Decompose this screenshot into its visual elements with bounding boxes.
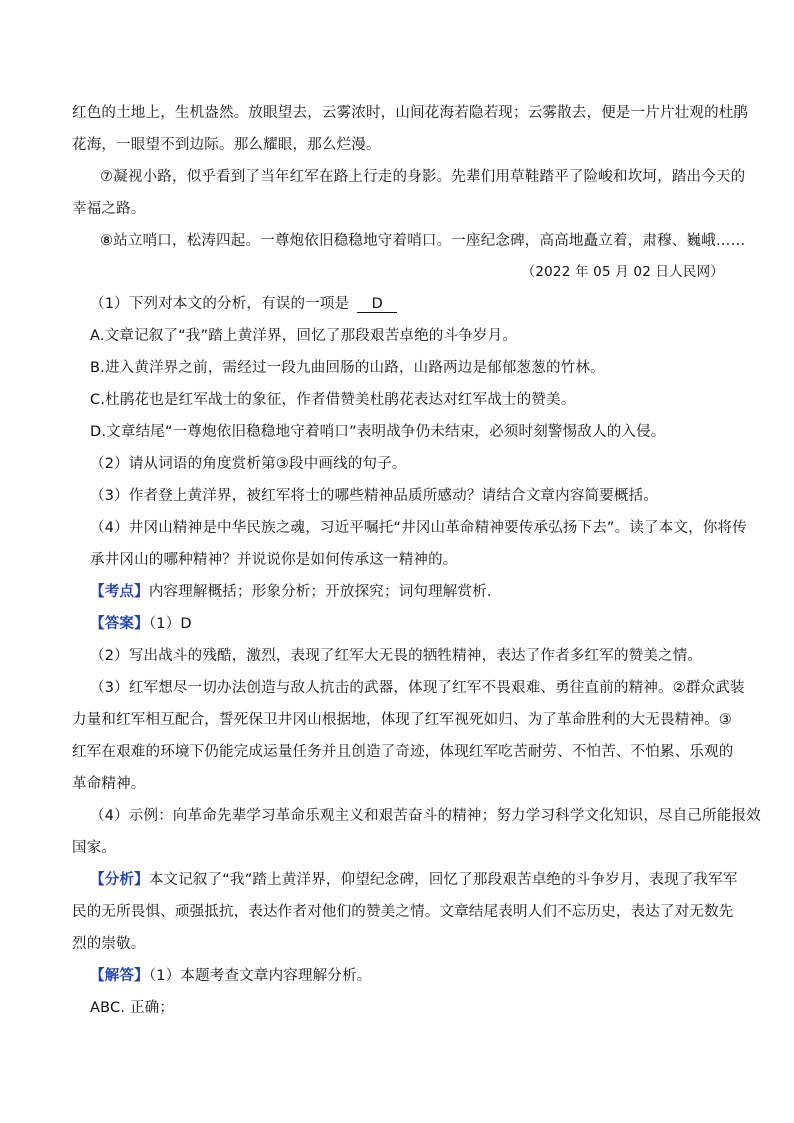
question-4-line-1: （4）井冈山精神是中华民族之魂，习近平嘱托“井冈山革命精神要传承弘扬下去”。读了本文，你将传 xyxy=(90,520,747,536)
question-1-answer-blank: D xyxy=(357,296,397,313)
jieda-tag: 【解答】 xyxy=(90,968,149,984)
answer-4-line: 国家。 xyxy=(72,840,117,856)
fenxi-line: 民的无所畏惧、顽强抵抗，表达作者对他们的赞美之情。文章结尾表明人们不忘历史，表达了对无数先 xyxy=(72,904,734,920)
fenxi-tag: 【分析】 xyxy=(90,872,149,888)
question-3: （3）作者登上黄洋界，被红军将士的哪些精神品质所感动？请结合文章内容简要概括。 xyxy=(90,488,659,504)
passage-line: 花海，一眼望不到边际。那么耀眼，那么烂漫。 xyxy=(72,137,381,153)
kaodian-section xyxy=(90,582,724,602)
passage-line: 幸福之路。 xyxy=(72,201,146,217)
fenxi-line: 烈的崇敬。 xyxy=(72,936,146,952)
fenxi-section xyxy=(90,870,738,890)
option-d: D.文章结尾“一尊炮依旧稳稳地守着哨口”表明战争仍未结束，必须时刻警惕敌人的入侵。 xyxy=(90,424,666,440)
passage-paragraph-8: ⑧站立哨口，松涛四起。一尊炮依旧稳稳地守着哨口。一座纪念碑，高高地矗立着，肃穆、巍峨…… xyxy=(100,233,746,249)
question-2: （2）请从词语的角度赏析第③段中画线的句子。 xyxy=(90,456,407,472)
jieda-line: ABC. 正确； xyxy=(90,1000,175,1016)
question-1 xyxy=(90,294,724,314)
jieda-section xyxy=(90,966,724,986)
answer-3-line: 红军在艰难的环境下仍能完成运量任务并且创造了奇迹，体现红军吃苦耐劳、不怕苦、不怕累、乐观的 xyxy=(72,744,734,760)
answer-4-line: （4）示例：向革命先辈学习革命乐观主义和艰苦奋斗的精神；努力学习科学文化知识，尽自己所能报效 xyxy=(90,808,761,824)
answer-3-line: 力量和红军相互配合，誓死保卫井冈山根据地，体现了红军视死如归、为了革命胜利的大无畏精神。③ xyxy=(72,712,732,728)
daan-tag: 【答案】 xyxy=(90,616,149,632)
jieda-text: （1）本题考查文章内容理解分析。 xyxy=(148,968,372,984)
option-b: B.进入黄洋界之前，需经过一段九曲回肠的山路，山路两边是郁郁葱葱的竹林。 xyxy=(90,360,605,376)
kaodian-text: 内容理解概括；形象分析；开放探究；词句理解赏析． xyxy=(148,584,502,600)
option-c: C.杜鹃花也是红军战士的象征，作者借赞美杜鹃花表达对红军战士的赞美。 xyxy=(90,392,576,408)
source-citation: （2022 年 05 月 02 日人民网） xyxy=(521,264,724,280)
passage-line: 红色的土地上，生机盎然。放眼望去，云雾浓时，山间花海若隐若现；云雾散去，便是一片片壮观的杜鹃 xyxy=(72,105,749,121)
answer-1: （1）D xyxy=(148,616,192,632)
daan-section xyxy=(90,614,724,634)
question-1-stem: （1）下列对本文的分析，有误的一项是 xyxy=(90,296,350,312)
kaodian-tag: 【考点】 xyxy=(90,584,149,600)
fenxi-text: 本文记叙了“我”踏上黄洋界，仰望纪念碑，回忆了那段艰苦卓绝的斗争岁月，表现了我军军 xyxy=(148,872,738,888)
answer-2: （2）写出战斗的残酷，激烈，表现了红军大无畏的牺牲精神，表达了作者多红军的赞美之情。 xyxy=(90,648,703,664)
answer-3-line: 革命精神。 xyxy=(72,776,146,792)
option-a: A.文章记叙了“我”踏上黄洋界，回忆了那段艰苦卓绝的斗争岁月。 xyxy=(90,328,517,344)
passage-paragraph-7: ⑦凝视小路，似乎看到了当年红军在路上行走的身影。先辈们用草鞋踏平了险峻和坎坷，踏出今天的 xyxy=(100,169,746,185)
question-4-line-2: 承井冈山的哪种精神？并说说你是如何传承这一精神的。 xyxy=(90,552,458,568)
answer-3-line: （3）红军想尽一切办法创造与敌人抗击的武器，体现了红军不畏艰难、勇往直前的精神。②群众武装 xyxy=(90,680,745,696)
